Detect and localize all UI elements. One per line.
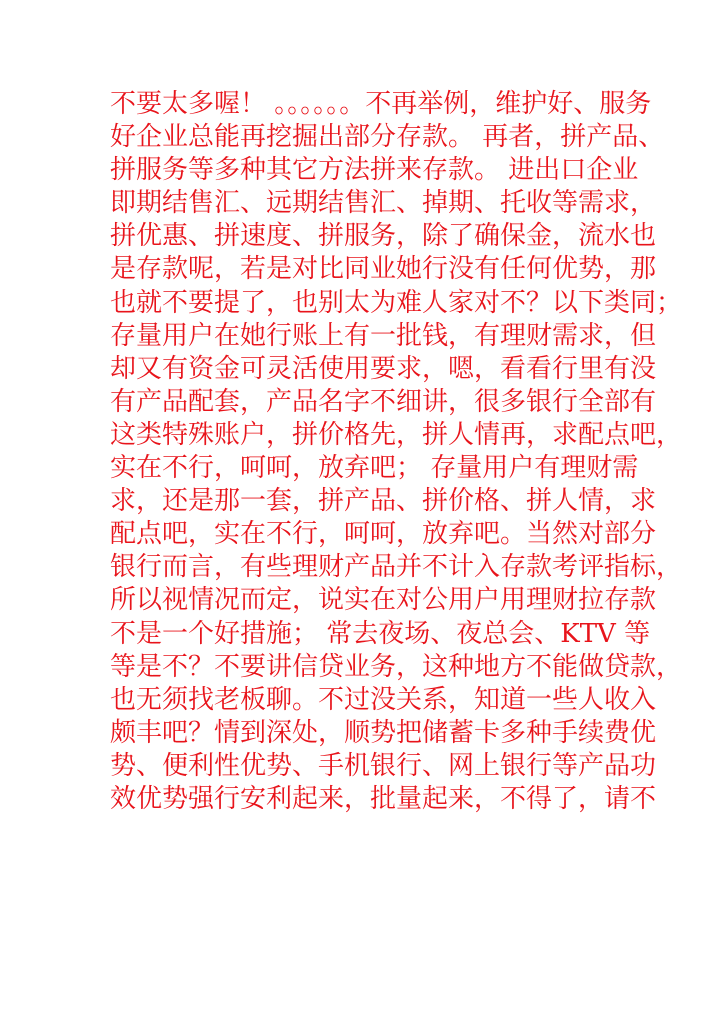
text-line: 好企业总能再挖掘出部分存款。 再者，拼产品、: [110, 122, 665, 153]
text-line: 求，还是那一套，拼产品、拼价格、拼人情，求: [110, 486, 657, 517]
text-line: 也就不要提了，也别太为难人家对不？以下类同；: [110, 287, 683, 318]
text-line: 所以视情况而定，说实在对公用户用理财拉存款: [110, 585, 657, 616]
text-line: 有产品配套，产品名字不细讲，很多银行全部有: [110, 386, 657, 417]
text-line: 配点吧，实在不行，呵呵，放弃吧。当然对部分: [110, 519, 657, 550]
text-line: 拼服务等多种其它方法拼来存款。 进出口企业: [110, 155, 639, 186]
text-line: 不是一个好措施； 常去夜场、夜总会、KTV 等: [110, 618, 651, 649]
text-line: 拼优惠、拼速度、拼服务，除了确保金，流水也: [110, 221, 657, 252]
text-line: 也无须找老板聊。不过没关系，知道一些人收入: [110, 684, 657, 715]
text-line: 银行而言，有些理财产品并不计入存款考评指标，: [110, 552, 683, 583]
text-line: 是存款呢，若是对比同业她行没有任何优势，那: [110, 254, 657, 285]
text-line: 即期结售汇、远期结售汇、掉期、托收等需求，: [110, 188, 657, 219]
document-body-text: [110, 88, 683, 816]
text-line: 实在不行，呵呵，放弃吧； 存量用户有理财需: [110, 453, 639, 484]
text-line: 存量用户在她行账上有一批钱，有理财需求，但: [110, 320, 657, 351]
text-line: 颇丰吧？情到深处，顺势把储蓄卡多种手续费优: [110, 717, 657, 748]
text-line: 等是不？不要讲信贷业务，这种地方不能做贷款，: [110, 651, 683, 682]
text-line: 却又有资金可灵活使用要求，嗯，看看行里有没: [110, 353, 657, 384]
text-line: 势、便利性优势、手机银行、网上银行等产品功: [110, 750, 657, 781]
text-line: 不要太多喔！ 。。。。。。不再举例，维护好、服务: [110, 89, 652, 119]
text-line: 这类特殊账户，拼价格先，拼人情再，求配点吧，: [110, 419, 683, 450]
text-line: 效优势强行安利起来，批量起来，不得了，请不: [110, 783, 657, 814]
